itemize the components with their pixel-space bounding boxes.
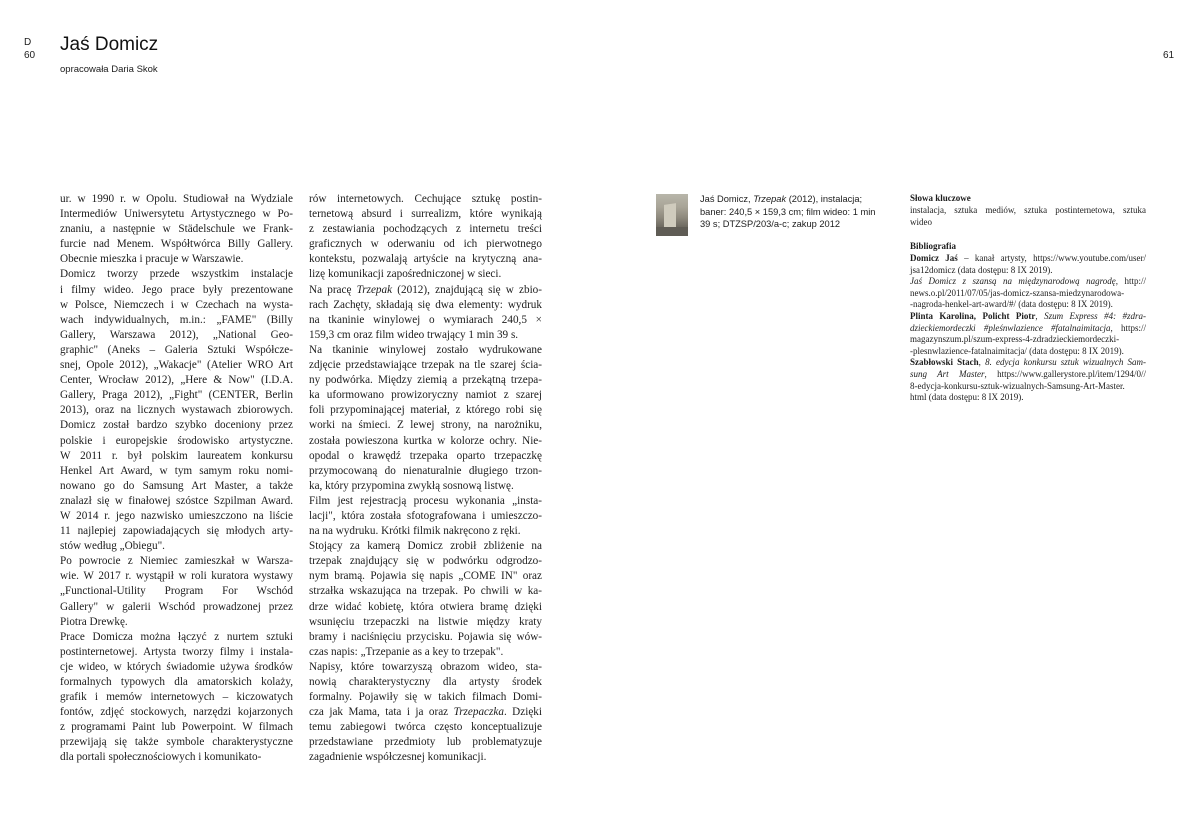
bib-author: Plinta Karolina, Policht Piotr <box>910 310 1036 321</box>
body-text-line: wach indywidualnych, m.in.: „FAME" (Billy <box>60 313 293 326</box>
body-text-line: cje wideo, w których świadomie używa środków <box>60 660 293 673</box>
bib-title: sung Art Master <box>910 368 985 379</box>
caption-details: (2012), instalacja; <box>786 194 863 204</box>
body-text-line: cza jak Mama, tata i ja oraz Trzepaczka. Dzięki <box>309 706 542 719</box>
body-text-line: ka, który przypomina zwykłą sosnową listwę. <box>309 479 514 492</box>
body-text-line: Domicz został bardzo szybko doceniony przez <box>60 419 293 432</box>
bib-text: -nagroda-henkel-art-award/#/ (data dostępu: 8 IX 2019). <box>910 299 1113 310</box>
bib-author: Domicz Jaś <box>910 253 958 263</box>
body-text-line: polskie i europejskie środowisko artystyczne. <box>60 434 293 447</box>
bib-text <box>910 323 1146 335</box>
body-text-line: Stojący za kamerą Domicz zrobił zbliżenie na <box>309 540 542 553</box>
caption-line <box>700 193 890 206</box>
keywords-heading: Słowa kluczowe <box>910 193 971 203</box>
bib-text: news.o.pl/2011/07/05/jas-domicz-szansa-miedzynarodowa- <box>910 287 1125 298</box>
bib-text: , <box>978 357 986 368</box>
body-text-line: została powieszona kurtka w kolorze ochry. Nie- <box>309 434 542 447</box>
body-text-line: postinternetowej. Artysta tworzy filmy i instala- <box>60 645 293 658</box>
body-text-line: czas napis: „Trzepanie as a key to trzepak". <box>309 645 504 658</box>
body-text-line: w Polsce, Niemczech i w Czechach na wysta- <box>60 298 293 311</box>
body-text-line: wsunięciu trzepaczki na listwie między kraty <box>309 615 542 628</box>
body-text-line: przewijają się także symbole charakterystyczne <box>60 736 293 749</box>
bib-text: , <box>1035 310 1045 321</box>
body-text-line: Henkel Art Award, w tym samym roku nomi- <box>60 464 293 477</box>
page-number-left: 60 <box>24 50 36 61</box>
body-text-line: Center, Wrocław 2012), „Here & Now" (I.D.A. <box>60 374 293 387</box>
bibliography-list <box>910 253 1146 404</box>
body-text-line: Gallery" w galerii Wschód prowadzonej przez <box>60 600 293 613</box>
body-text-line: rach Zachęty, składają się dwa elementy: wydruk <box>309 298 542 311</box>
bibliography-heading: Bibliografia <box>910 241 957 251</box>
work-title: Trzepak <box>356 283 393 296</box>
bib-text: jsa12domicz (data dostępu: 8 IX 2019). <box>910 264 1053 275</box>
article-author: opracowała Daria Skok <box>60 64 158 75</box>
body-text-line: na tkaninie winylowej o wymiarach 240,5 × <box>309 313 542 326</box>
thumbnail-shape <box>664 203 676 229</box>
body-text-line: zdjęcie przedstawiające trzepak na tle szarej ścia- <box>309 359 542 372</box>
body-text-line: 11 najlepiej zapowiadających się młodych arty- <box>60 525 293 538</box>
bib-text: -plesnwlazience-fatalnaimitacja/ (data dostępu: 8 IX 2019). <box>910 345 1124 356</box>
body-text-line: temu zabiegowi twórca często konceptualizuje <box>309 721 542 734</box>
bib-text: http:// <box>1118 276 1146 287</box>
body-text-line: grafik i memów internetowych – kiczowatych <box>60 691 293 704</box>
caption-work-title: Trzepak <box>753 194 787 204</box>
body-text-line: 2013), oraz na licznych wystawach zbiorowych. <box>60 404 293 417</box>
bib-title: 8. edycja konkursu sztuk wizualnych Sam- <box>985 357 1146 368</box>
body-text-line: ur. w 1990 r. w Opolu. Studiował na Wydziale <box>60 193 293 205</box>
body-text-line: znaniu, a następnie w Städelschule we Frank- <box>60 223 293 236</box>
body-text-line: i filmy wideo. Jego prace były prezentowane <box>60 283 293 296</box>
thumbnail-ground <box>656 227 688 236</box>
body-text-line: graphic" (Aneks – Galeria Sztuki Współcze- <box>60 343 293 356</box>
body-text-line: foli przypominającej materiał, z którego robi się <box>309 404 542 417</box>
body-text-line: dla portali społecznościowych i komunikato- <box>60 751 262 764</box>
bib-title: Jaś Domicz z szansą na międzynarodową nagrodę, <box>910 276 1118 287</box>
body-text-line: W 2011 r. był polskim laureatem konkursu <box>60 449 293 462</box>
body-text-line: Film jest rejestracją procesu wykonania „insta- <box>309 494 542 507</box>
body-text-line: Prace Domicza można łączyć z nurtem sztuki <box>60 630 293 643</box>
bib-title: dzieckiemordeczki #pleśnwlazience #fatalnaimitacja <box>910 322 1111 333</box>
body-text-line: kontekstu, pozwalają artyście na krytyczną ana- <box>309 253 542 266</box>
body-text-line: opodal o krawędź trzepaka oparto trzepaczkę <box>309 449 542 462</box>
body-text-line: nowią charakterystyczny dla artysty środek <box>309 676 542 688</box>
body-text-line: ternetową absurd i surrealizm, które wynikają <box>309 208 542 221</box>
body-text-line: strzałka wskazująca na trzepak. Po chwili w ka- <box>309 585 542 598</box>
body-text-line: nym bramą. Pojawia się napis „COME IN" oraz <box>309 570 542 583</box>
caption-dimensions: baner: 240,5 × 159,3 cm; film wideo: 1 min <box>700 206 876 217</box>
body-text-line: na na wydruku. Krótki filmik nakręcono z ręki. <box>309 525 521 538</box>
body-column-1 <box>60 192 293 766</box>
body-text-line: Napisy, które towarzyszą obrazom wideo, sta- <box>309 660 542 673</box>
body-text-line: Po powrocie z Niemiec zamieszkał w Warsza- <box>60 555 293 568</box>
section-letter: D <box>24 37 32 48</box>
bib-text: html (data dostępu: 8 IX 2019). <box>910 392 1024 403</box>
page-number-right: 61 <box>1163 50 1175 61</box>
bibliography-entry <box>910 253 1146 265</box>
bib-text <box>910 369 1146 381</box>
keywords-line: instalacja, sztuka mediów, sztuka postinternetowa, sztuka <box>910 205 1146 215</box>
bib-text: magazynszum.pl/szum-express-4-zdradzieckiemordeczki- <box>910 334 1120 345</box>
body-text-line: ka uformowano prowizoryczny namiot z szarej <box>309 389 542 402</box>
bib-title: Szum Express #4: #zdra- <box>1044 310 1147 321</box>
body-text-line: furcie nad Menem. Współtwórca Billy Gallery. <box>60 238 293 251</box>
keywords-line: wideo <box>910 216 932 227</box>
body-text-line: 159,3 cm oraz film wideo trwający 1 min 39 s. <box>309 328 519 341</box>
body-text-line: formalny. Pojawiły się w takich filmach Domi- <box>309 691 542 704</box>
bib-text: , https:// <box>1110 322 1146 333</box>
body-text-line: przymocowaną do nienaturalnie długiego trzon- <box>309 464 542 477</box>
caption-artist: Jaś Domicz, <box>700 194 754 204</box>
body-text-line: zagadnienie współczesnej komunikacji. <box>309 751 487 764</box>
body-text-line: lacji", która została sfotografowana i umieszczo- <box>309 509 542 522</box>
work-title: Trzepaczka <box>453 706 504 719</box>
bib-text: 8-edycja-konkursu-sztuk-wizualnych-Samsung-Art-Master. <box>910 380 1125 391</box>
body-text-line: nowano go do Samsung Art Master, a także <box>60 479 293 492</box>
body-text-line: Piotra Drewkę. <box>60 615 128 628</box>
keywords-list <box>910 205 1146 228</box>
body-text-line: Na pracę Trzepak (2012), znajdującą się w zbio- <box>309 283 542 296</box>
body-text-line: drze widać kobietę, która otwiera bramę dzięki <box>309 600 542 613</box>
body-text-line: formalnych typowych dla amatorskich kolaży, <box>60 676 293 688</box>
bibliography-entry <box>910 311 1146 323</box>
body-text-line: Gallery, Praga 2012), „Fight" (CENTER, Berlin <box>60 389 293 402</box>
bibliography-entry <box>910 357 1146 369</box>
body-text-line: z zestawiania pochodzących z internetu treści <box>309 223 542 236</box>
body-text-line: „Functional-Utility Program For Wschód <box>60 585 293 598</box>
bib-author: Szabłowski Stach <box>910 357 979 368</box>
artwork-caption <box>700 193 890 231</box>
body-text-line: Intermediów Uniwersytetu Artystycznego w Po- <box>60 208 293 221</box>
body-text-line: przedstawiane przedmioty lub problematyzuje <box>309 736 542 749</box>
body-column-2 <box>309 192 542 766</box>
body-text-line: ny podwórka. Między ziemią a przekątną trzepa- <box>309 374 542 387</box>
body-text-line: trzepak znajdujący się w podwórku odgrodzo- <box>309 555 542 568</box>
body-text-line: rów internetowych. Cechujące sztukę postin- <box>309 193 542 205</box>
body-text-line: Obecnie mieszka i pracuje w Warszawie. <box>60 253 244 266</box>
bib-text: – kanał artysty, https://www.youtube.com/user/ <box>957 253 1146 263</box>
article-title: Jaś Domicz <box>60 34 159 55</box>
body-text-line: fontów, zdjęć stockowych, narzędzi kojarzonych <box>60 706 293 719</box>
body-text-line: lizę komunikacji zapośredniczonej w sieci. <box>309 268 502 281</box>
body-text-line: Gallery, Warszawa 2012), „National Geo- <box>60 328 293 341</box>
body-text-line: z programami Paint lub Powerpoint. W filmach <box>60 721 293 734</box>
body-text-line: Na tkaninie winylowej zostało wydrukowane <box>309 343 542 356</box>
body-text-line: bramy i naciśnięciu przycisku. Pojawia się wów- <box>309 630 542 643</box>
body-text-line: wie. W 2017 r. wystąpił w roli kuratora wystawy <box>60 570 293 583</box>
body-text-line: stów według „Obiegu". <box>60 540 165 553</box>
body-text-line: znalazł się w finałowej szóstce Szpilman Award. <box>60 494 293 507</box>
bibliography-entry <box>910 276 1146 288</box>
body-text-line: worki na śmieci. Z lewej strony, na narożniku, <box>309 419 542 432</box>
bib-text: , https://www.gallerystore.pl/item/1294/0// <box>984 368 1146 379</box>
artwork-thumbnail <box>656 194 688 236</box>
body-text-line: Domicz tworzy przede wszystkim instalacje <box>60 268 293 281</box>
caption-inventory: 39 s; DTZSP/203/a-c; zakup 2012 <box>700 219 841 230</box>
body-text-line: W 2014 r. jego nazwisko umieszczono na liście <box>60 509 293 522</box>
body-text-line: snej, Opole 2012), „Wakacje" (Atelier WRO Art <box>60 359 293 372</box>
body-text-line: graficznych w oderwaniu od ich pierwotnego <box>309 238 542 251</box>
